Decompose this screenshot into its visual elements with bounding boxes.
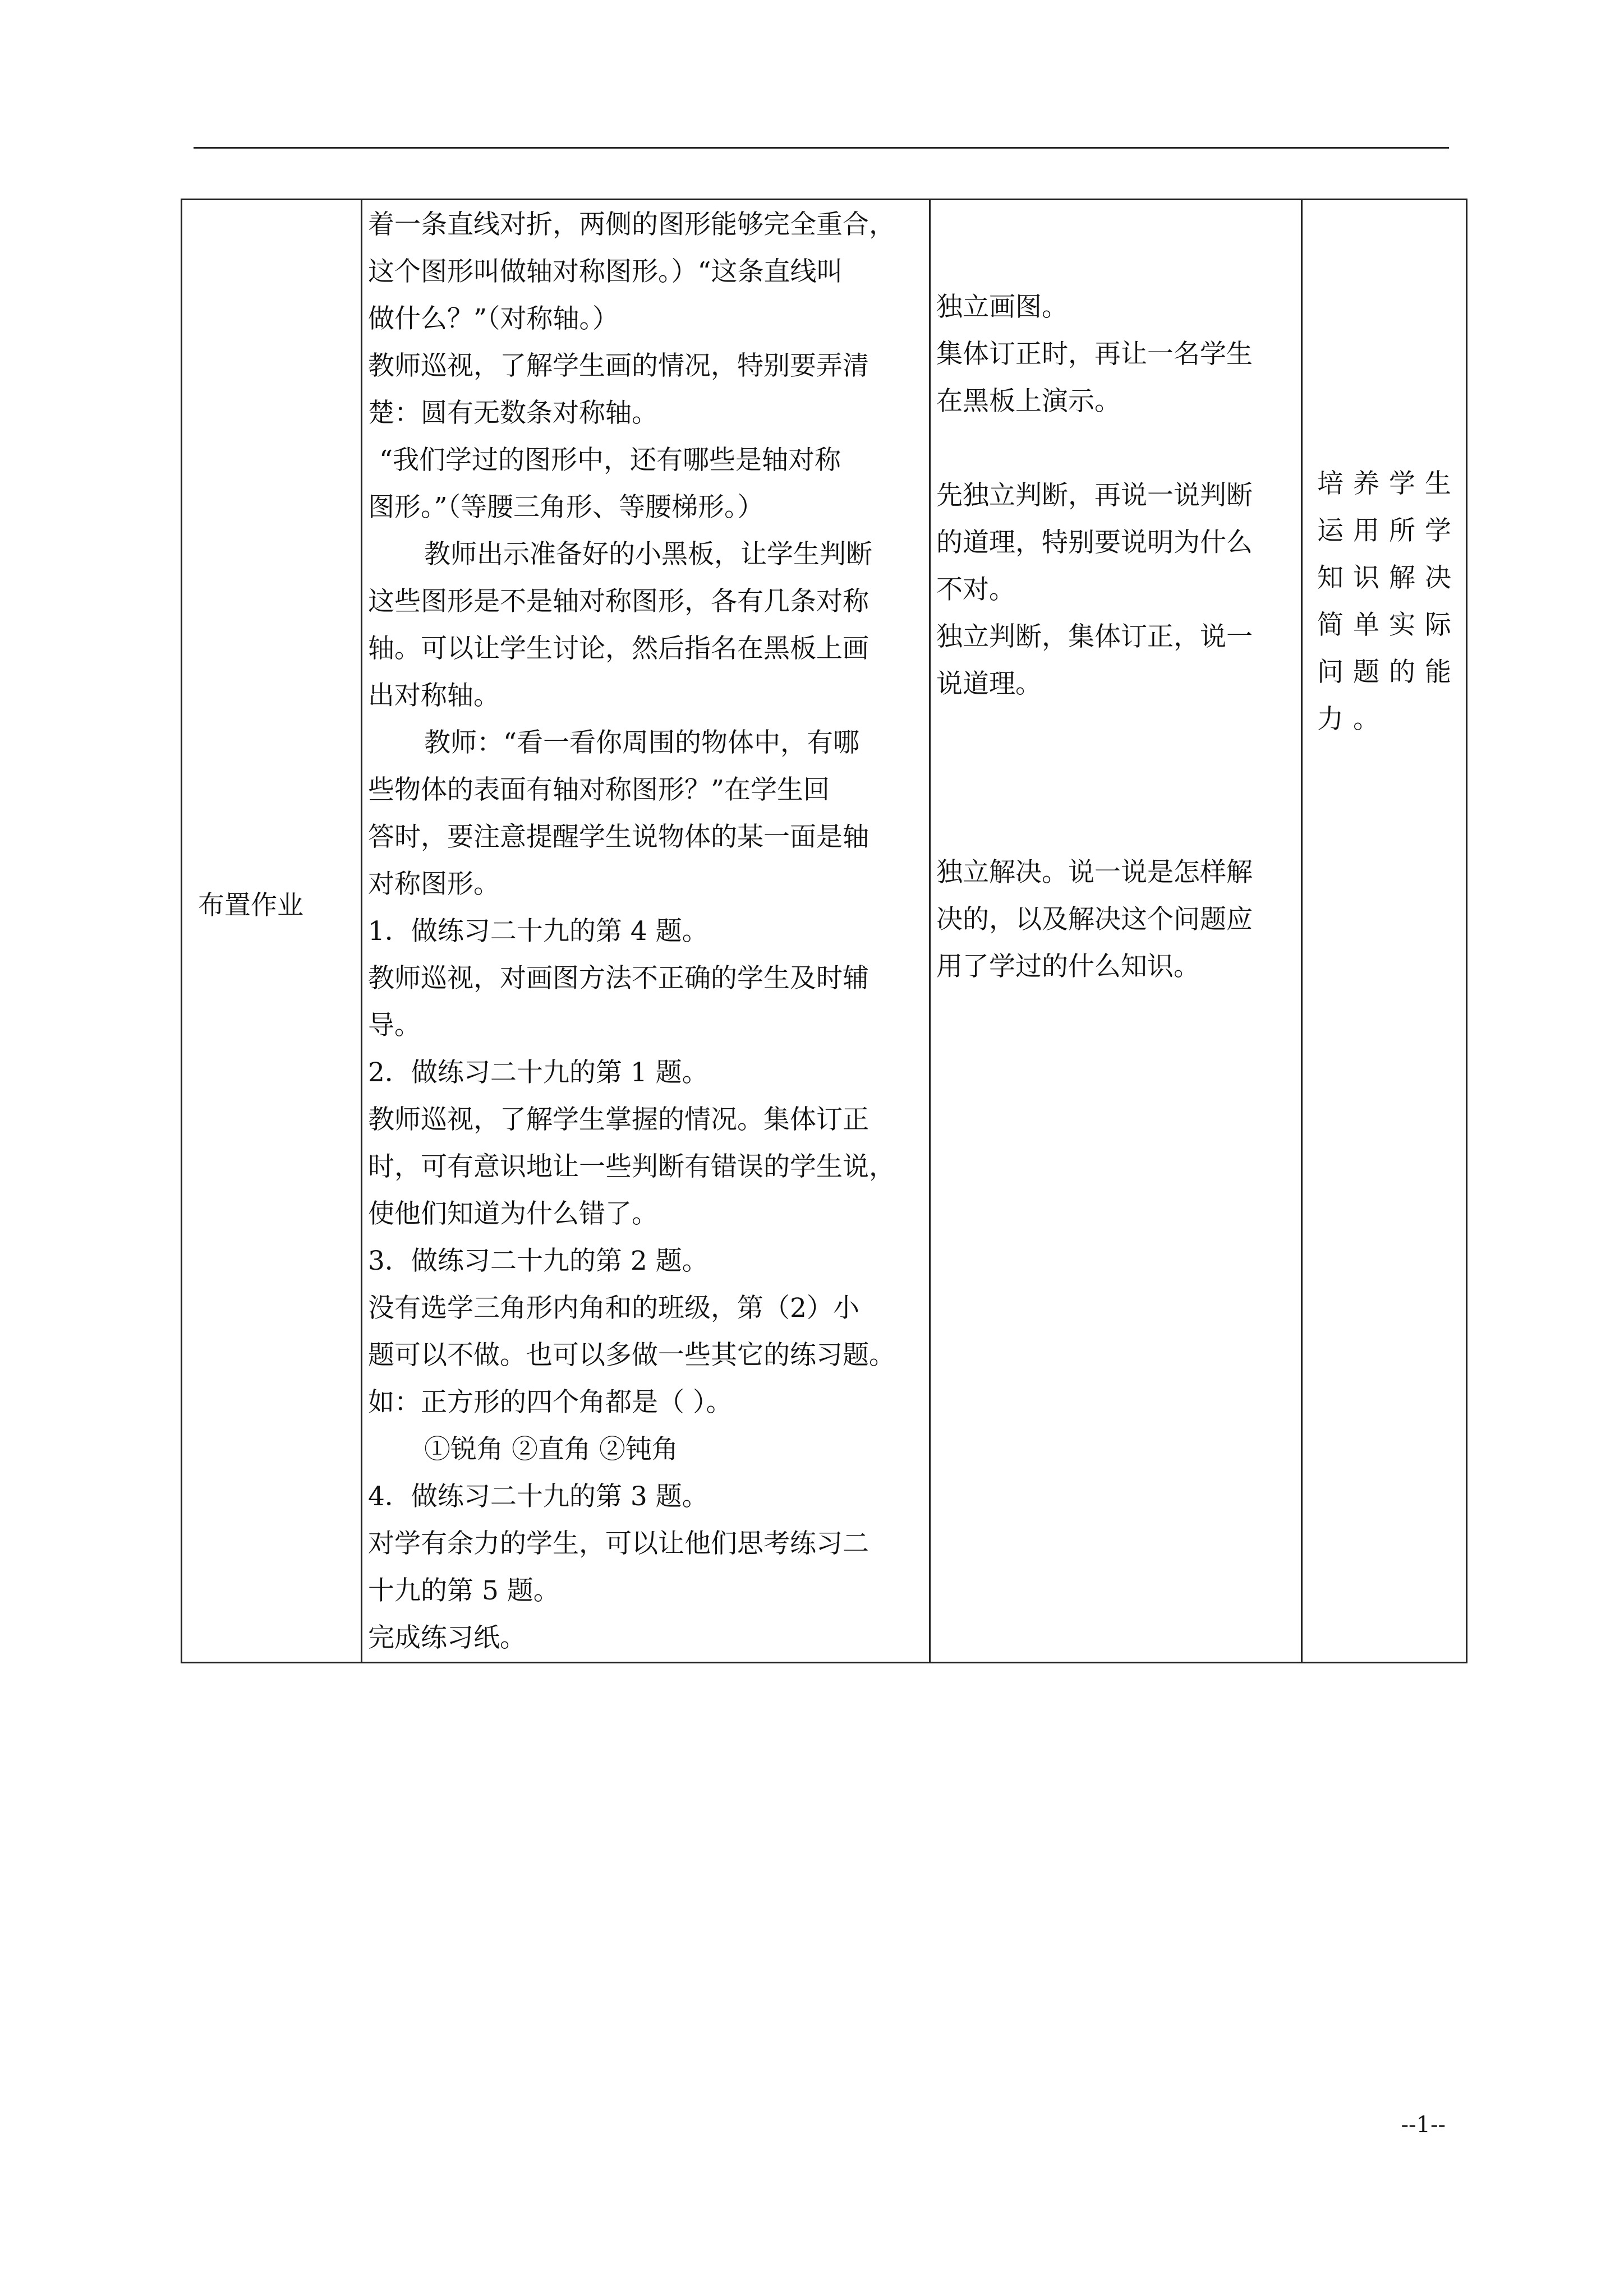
student-line: 的道理，特别要说明为什么 (936, 527, 1253, 558)
intent-line: 问题的能 (1317, 657, 1461, 688)
teacher-line: 完成练习纸。 (368, 1622, 526, 1653)
teacher-line: 这些图形是不是轴对称图形，各有几条对称 (368, 586, 869, 617)
student-line: 独立判断，集体订正，说一 (936, 621, 1253, 652)
teacher-line: 楚：圆有无数条对称轴。 (368, 398, 658, 428)
student-line: 独立解决。说一说是怎样解 (936, 857, 1253, 888)
teacher-line: 答时，要注意提醒学生说物体的某一面是轴 (368, 822, 869, 852)
spacer (936, 802, 1295, 849)
teacher-activity-cell (362, 200, 930, 1663)
teacher-line: 教师巡视，了解学生画的情况，特别要弄清 (368, 351, 869, 381)
intent-line: 简单实际 (1317, 610, 1461, 640)
table-row (182, 200, 1467, 1663)
teacher-line: 如：正方形的四个角都是（ ）。 (368, 1387, 733, 1418)
teacher-line: 教师出示准备好的小黑板，让学生判断 (424, 539, 872, 570)
page-number: --1-- (1401, 2112, 1446, 2138)
teacher-line: 教师巡视，对画图方法不正确的学生及时辅 (368, 963, 869, 994)
teacher-line: 出对称轴。 (368, 680, 500, 711)
design-intent-cell (1302, 200, 1467, 1663)
teacher-line: 3．做练习二十九的第 2 题。 (368, 1246, 709, 1276)
teacher-line: 使他们知道为什么错了。 (368, 1198, 658, 1229)
section-label: 布置作业 (198, 890, 303, 921)
lesson-plan-table (181, 199, 1467, 1663)
student-activity-cell (930, 200, 1302, 1663)
student-line: 在黑板上演示。 (936, 386, 1121, 417)
spacer (936, 708, 1295, 802)
intent-line: 力。 (1317, 704, 1389, 735)
teacher-line: 时，可有意识地让一些判断有错误的学生说， (368, 1151, 895, 1182)
teacher-line: “我们学过的图形中，还有哪些是轴对称 (379, 445, 841, 476)
teacher-line: 十九的第 5 题。 (368, 1575, 560, 1606)
teacher-line: 对称图形。 (368, 869, 500, 900)
teacher-line: 轴。可以让学生讨论，然后指名在黑板上画 (368, 633, 869, 664)
teacher-line: 1．做练习二十九的第 4 题。 (368, 916, 709, 947)
teacher-line: 教师：“看一看你周围的物体中，有哪 (424, 727, 860, 758)
intent-line: 知识解决 (1317, 563, 1461, 593)
teacher-line: 2．做练习二十九的第 1 题。 (368, 1057, 709, 1088)
teacher-line: 图形。”（等腰三角形、等腰梯形。） (368, 492, 764, 523)
teacher-line: 些物体的表面有轴对称图形？”在学生回 (368, 774, 830, 805)
header-rule (194, 147, 1449, 149)
section-cell (182, 200, 362, 1663)
intent-line: 培养学生 (1317, 468, 1461, 499)
student-line: 用了学过的什么知识。 (936, 951, 1200, 982)
spacer (936, 425, 1295, 472)
student-line: 先独立判断，再说一说判断 (936, 480, 1253, 511)
teacher-line: 题可以不做。也可以多做一些其它的练习题。 (368, 1340, 895, 1371)
teacher-line: 教师巡视，了解学生掌握的情况。集体订正 (368, 1104, 869, 1135)
teacher-line: 着一条直线对折，两侧的图形能够完全重合， (368, 209, 895, 240)
teacher-line: 导。 (368, 1010, 421, 1041)
student-line: 独立画图。 (936, 292, 1068, 322)
intent-line: 运用所学 (1317, 515, 1461, 546)
student-line: 集体订正时，再让一名学生 (936, 339, 1253, 370)
teacher-line: 对学有余力的学生，可以让他们思考练习二 (368, 1528, 869, 1559)
teacher-line: 4．做练习二十九的第 3 题。 (368, 1481, 709, 1512)
student-line: 不对。 (936, 574, 1015, 605)
student-line: 决的，以及解决这个问题应 (936, 904, 1253, 935)
teacher-line: 做什么？”（对称轴。） (368, 303, 619, 334)
teacher-line: 这个图形叫做轴对称图形。）“这条直线叫 (368, 256, 843, 287)
student-line: 说道理。 (936, 668, 1042, 699)
teacher-line: 没有选学三角形内角和的班级，第（2）小 (368, 1293, 859, 1324)
teacher-line: ①锐角 ②直角 ②钝角 (424, 1434, 678, 1465)
